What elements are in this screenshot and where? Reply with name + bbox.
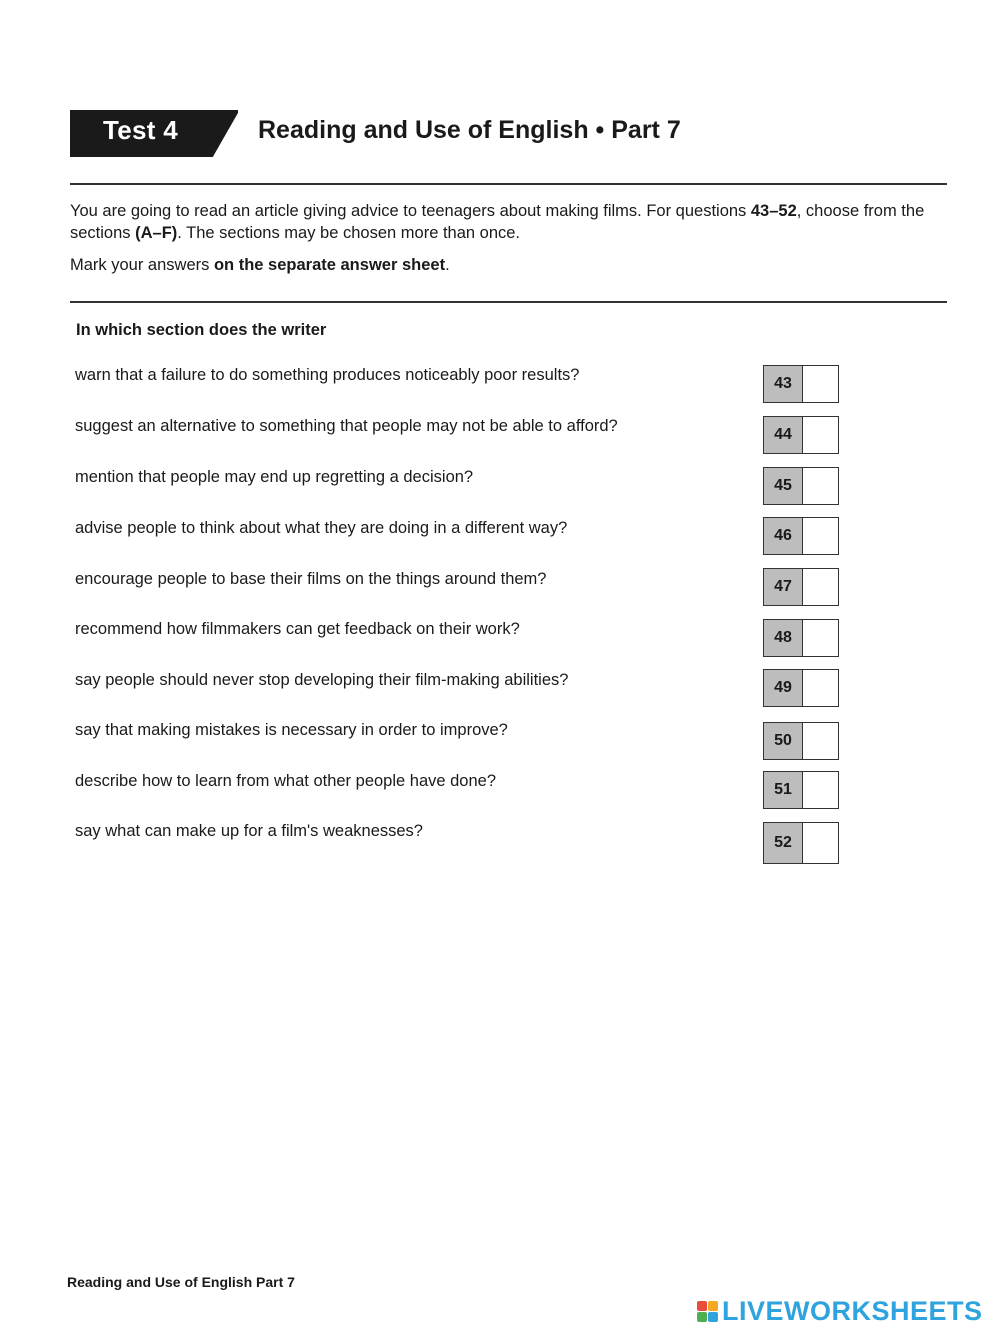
answer-input[interactable] <box>803 518 838 554</box>
instructions-mid: , choose from the sections <box>70 202 925 242</box>
answer-input[interactable] <box>803 417 838 453</box>
test-tab-label: Test 4 <box>103 115 179 145</box>
mark-prefix: Mark your answers <box>70 256 214 274</box>
question-range: 43–52 <box>750 202 797 220</box>
answer-box <box>763 722 839 760</box>
question-text: mention that people may end up regretting a decision? <box>75 468 474 486</box>
question-text: recommend how filmmakers can get feedback on their work? <box>75 620 520 638</box>
question-text: say people should never stop developing their film-making abilities? <box>75 671 569 689</box>
answer-box <box>763 365 839 403</box>
question-text: encourage people to base their films on the things around them? <box>75 570 547 588</box>
answer-number: 46 <box>764 518 803 554</box>
liveworksheets-brand[interactable] <box>697 1296 983 1327</box>
mark-suffix: . <box>445 256 450 274</box>
section-range: (A–F) <box>135 224 178 242</box>
answer-box <box>763 517 839 555</box>
answer-box <box>763 619 839 657</box>
instructions-prefix: You are going to read an article giving advice to teenagers about making films. For questions <box>70 202 751 220</box>
mark-bold: on the separate answer sheet <box>213 256 446 274</box>
answer-input[interactable] <box>803 366 838 402</box>
question-text: warn that a failure to do something produces noticeably poor results? <box>75 366 580 384</box>
question-heading: In which section does the writer <box>76 321 327 339</box>
answer-number: 47 <box>764 569 803 605</box>
answer-box <box>763 568 839 606</box>
answer-number: 43 <box>764 366 803 402</box>
logo-square <box>708 1312 718 1322</box>
answer-number: 49 <box>764 670 803 706</box>
liveworksheets-logo-icon <box>697 1301 718 1322</box>
answer-box <box>763 416 839 454</box>
question-text: suggest an alternative to something that people may not be able to afford? <box>75 417 618 435</box>
question-text: advise people to think about what they are doing in a different way? <box>75 519 568 537</box>
answer-input[interactable] <box>803 723 838 759</box>
answer-input[interactable] <box>803 823 838 863</box>
answer-input[interactable] <box>803 772 838 808</box>
answer-box <box>763 467 839 505</box>
answer-box <box>763 669 839 707</box>
question-text: describe how to learn from what other people have done? <box>75 772 497 790</box>
logo-square <box>697 1312 707 1322</box>
answer-number: 51 <box>764 772 803 808</box>
instructions-suffix: . The sections may be chosen more than once. <box>177 224 521 242</box>
answer-number: 45 <box>764 468 803 504</box>
answer-input[interactable] <box>803 670 838 706</box>
answer-input[interactable] <box>803 468 838 504</box>
logo-square <box>708 1301 718 1311</box>
answer-number: 50 <box>764 723 803 759</box>
answer-number: 52 <box>764 823 803 863</box>
answer-box <box>763 822 839 864</box>
question-text: say what can make up for a film's weaknesses? <box>75 822 423 840</box>
brand-name: LIVEWORKSHEETS <box>722 1296 983 1326</box>
answer-box <box>763 771 839 809</box>
answer-number: 44 <box>764 417 803 453</box>
answer-number: 48 <box>764 620 803 656</box>
answer-input[interactable] <box>803 620 838 656</box>
logo-square <box>697 1301 707 1311</box>
footer-label: Reading and Use of English Part 7 <box>67 1274 295 1290</box>
answer-input[interactable] <box>803 569 838 605</box>
question-text: say that making mistakes is necessary in order to improve? <box>75 721 508 739</box>
page-title: Reading and Use of English • Part 7 <box>258 116 681 144</box>
